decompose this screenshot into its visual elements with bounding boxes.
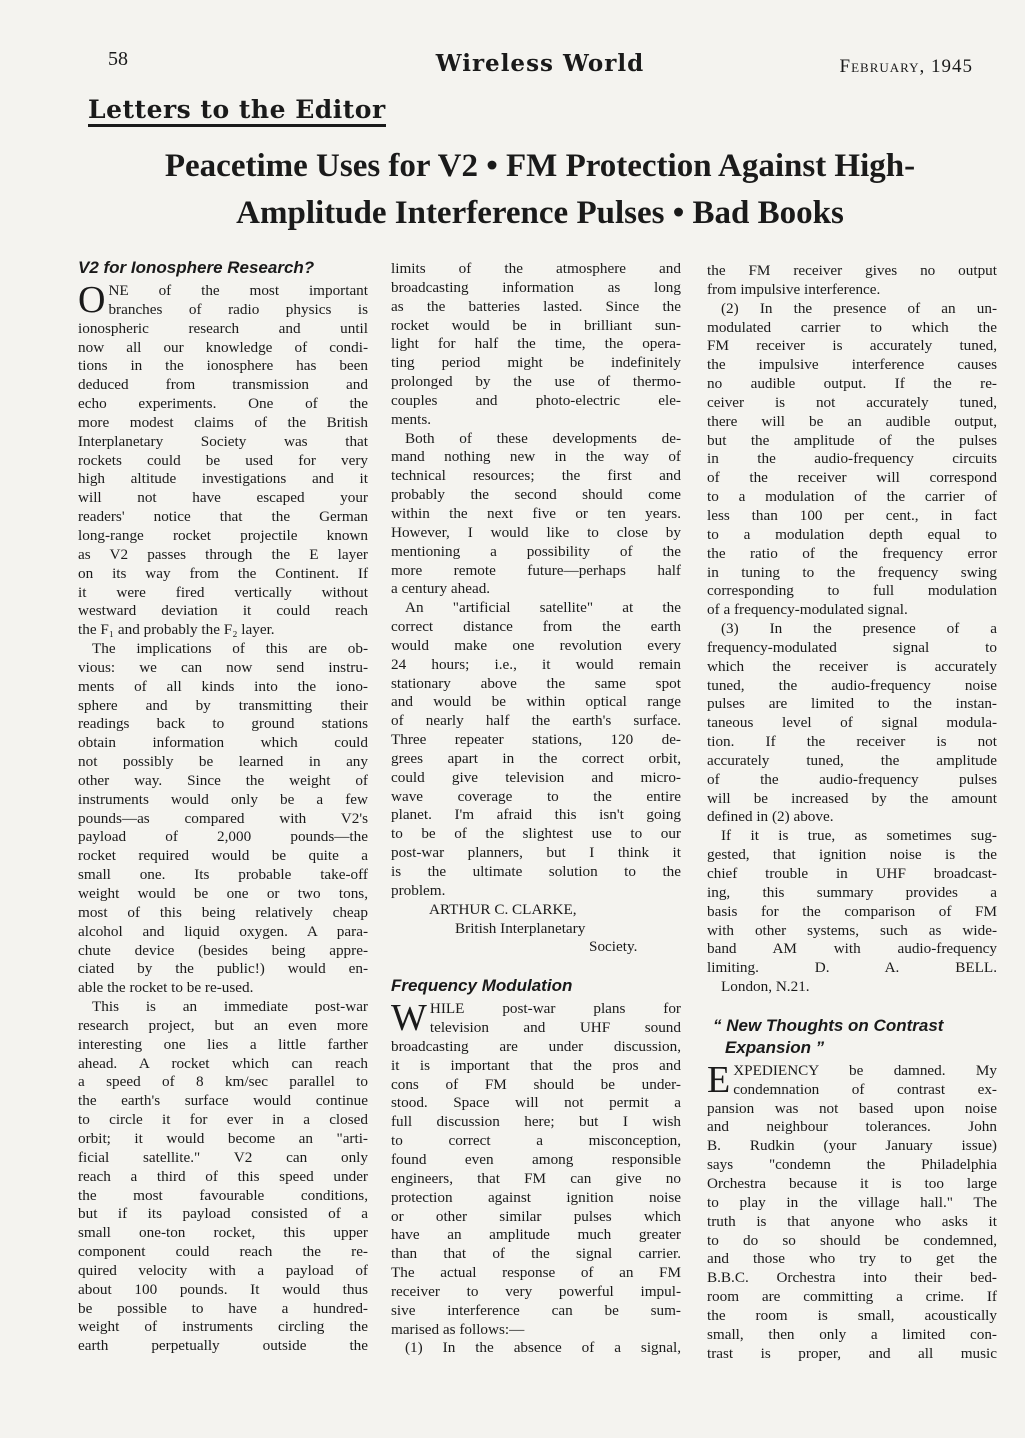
text-line: payload of 2,000 pounds—the — [78, 828, 368, 846]
paragraph — [391, 599, 681, 901]
text-line: it is important that the pros and — [391, 1056, 681, 1074]
text-line: light for half the time, the opera- — [391, 335, 681, 353]
text-line: orbit; it would become an "arti- — [78, 1129, 368, 1147]
page-number: 58 — [108, 48, 128, 70]
text-line: pansion was not based upon noise — [707, 1099, 997, 1117]
text-line: less than 100 per cent., in fact — [707, 506, 997, 524]
paragraph — [391, 997, 681, 1339]
text-line: vious: we can now send instru- — [78, 658, 368, 676]
text-line: reach a third of this speed under — [78, 1167, 368, 1185]
text-line: tions in the ionosphere has been — [78, 357, 368, 375]
text-line: (2) In the presence of an un- — [721, 299, 997, 317]
text-line: small one-ton rocket, this upper — [78, 1224, 368, 1242]
text-line: the most favourable conditions, — [78, 1186, 368, 1204]
text-line: long-range rocket projectile known — [78, 526, 368, 544]
paragraph — [707, 1058, 997, 1364]
text-line: prolonged by the use of thermo- — [391, 373, 681, 391]
text-line: ments of all kinds into the iono- — [78, 677, 368, 695]
text-line: to do so should be condemned, — [707, 1231, 997, 1249]
headline — [0, 143, 1025, 237]
text-line: research project, but an even more — [78, 1016, 368, 1034]
text-line: tion. If the receiver is not — [707, 733, 997, 751]
text-line: as the batteries lasted. Since the — [391, 297, 681, 315]
text-line: pulses are limited to the instan- — [707, 695, 997, 713]
text-line: able the rocket to be re-used. — [78, 979, 254, 997]
text-line: If it is true, as sometimes sug- — [721, 827, 997, 845]
text-line: the ratio of the frequency error — [707, 544, 997, 562]
text-line: ciated by the public!) would en- — [78, 960, 368, 978]
text-line: broadcasting are under discussion, — [391, 1037, 681, 1055]
paragraph — [707, 827, 997, 978]
text-line: limits of the atmosphere and — [391, 260, 681, 277]
text-line: An "artificial satellite" at the — [405, 599, 681, 617]
text-line: deduced from transmission and — [78, 376, 368, 394]
text-line: sive interference can be sum- — [391, 1301, 681, 1319]
text-line: rocket would be in brilliant sun- — [391, 316, 681, 334]
text-line: of the receiver will correspond — [707, 469, 997, 487]
text-line: is the ultimate solution to the — [391, 863, 681, 880]
text-line: more modest claims of the British — [78, 413, 368, 431]
text-line: rockets could be used for very — [78, 451, 368, 469]
text-line: London, N.21. — [721, 978, 810, 996]
text-line: which the receiver is accurately — [707, 657, 997, 675]
text-line: chief trouble in UHF broadcast- — [707, 865, 997, 882]
text-line: to correct a misconception, — [391, 1132, 681, 1150]
letter-heading: Frequency Modulation — [391, 976, 573, 996]
text-line: readings back to ground stations — [78, 715, 368, 733]
text-line: corresponding to full modulation — [707, 582, 997, 600]
text-line: receiver to very powerful impul- — [391, 1282, 681, 1300]
text-line: basis for the comparison of FM — [707, 902, 997, 920]
text-line: interesting one lies a little farther — [78, 1035, 368, 1053]
text-line: British Interplanetary — [455, 919, 586, 937]
text-line: (1) In the absence of a signal, — [405, 1339, 681, 1357]
text-line: says "condemn the Philadelphia — [707, 1156, 997, 1174]
text-line: small one. Its probable take-off — [78, 866, 368, 884]
text-line: the earth's surface would continue — [78, 1092, 368, 1110]
text-line: it were fired vertically without — [78, 583, 368, 601]
text-line: the FM receiver gives no output — [707, 262, 997, 279]
text-line: FM receiver is accurately tuned, — [707, 337, 997, 355]
paragraph — [78, 998, 368, 1356]
text-line: high altitude investigations and it — [78, 470, 368, 488]
text-line: instruments would only be a few — [78, 790, 368, 808]
text-line: ahead. A rocket which can reach — [78, 1054, 368, 1072]
text-line: television and UHF sound — [429, 1019, 681, 1037]
text-line: modulated carrier to which the — [707, 318, 997, 336]
text-line: be possible to have a hundred- — [78, 1299, 368, 1317]
text-line: small, then only a limited con- — [707, 1325, 997, 1343]
text-line: marised as follows:— — [391, 1320, 525, 1338]
text-line: B. Rudkin (your January issue) — [707, 1137, 997, 1155]
text-line: weight of instruments circling the — [78, 1318, 368, 1336]
text-line: of nearly half the earth's surface. — [391, 712, 681, 730]
text-line: not possibly be learned in any — [78, 753, 368, 771]
text-line: taneous level of signal modula- — [707, 714, 997, 732]
text-line: on its way from the Continent. If — [78, 564, 368, 582]
text-line: However, I would like to close by — [391, 523, 681, 541]
text-line: with other systems, such as wide- — [707, 921, 997, 939]
text-line: broadcasting information as long — [391, 278, 681, 296]
text-line: rocket required would be quite a — [78, 847, 368, 865]
text-line: would make one revolution every — [391, 636, 681, 654]
text-line: to a modulation depth equal to — [707, 525, 997, 543]
text-line: quired velocity with a payload of — [78, 1261, 368, 1279]
text-line: weight would be one or two tons, — [78, 885, 368, 902]
paragraph — [391, 260, 681, 430]
text-line: more remote future—perhaps half — [391, 561, 681, 579]
text-line: ceiver is not accurately tuned, — [707, 393, 997, 411]
paragraph — [78, 279, 368, 640]
text-line: Interplanetary Society was that — [78, 432, 368, 450]
text-line: now all our knowledge of condi- — [78, 338, 368, 356]
column-1 — [78, 257, 368, 1356]
text-line: component could reach the re- — [78, 1243, 368, 1261]
text-line: technical resources; the first and — [391, 467, 681, 485]
text-line: protection against ignition noise — [391, 1188, 681, 1206]
text-line: Orchestra because it is too large — [707, 1174, 997, 1192]
text-line: will be increased by the amount — [707, 789, 997, 807]
text-line: Three repeater stations, 120 de- — [391, 731, 681, 749]
text-line: westward deviation it could reach — [78, 602, 368, 620]
text-line: readers' notice that the German — [78, 508, 368, 526]
text-line: tuned, the audio-frequency noise — [707, 676, 997, 694]
text-line: ARTHUR C. CLARKE, — [429, 900, 577, 918]
text-line: in tuning to the frequency swing — [707, 563, 997, 581]
text-line: probably the second should come — [391, 486, 681, 504]
text-line: about 100 pounds. It would thus — [78, 1280, 368, 1298]
headline-line: Peacetime Uses for V2 • FM Protection Against High- — [164, 148, 916, 184]
text-line: there will be an audible output, — [707, 412, 997, 430]
text-line: found even among responsible — [391, 1150, 681, 1168]
text-line: a speed of 8 km/sec parallel to — [78, 1073, 368, 1091]
text-line: defined in (2) above. — [707, 808, 834, 826]
text-line: accurately tuned, the amplitude — [707, 751, 997, 769]
magazine-masthead: Wireless World — [435, 50, 645, 77]
text-line: (3) In the presence of a — [721, 620, 997, 638]
text-line: most of this being relatively cheap — [78, 903, 368, 921]
text-line: the room is small, acoustically — [707, 1306, 997, 1324]
text-line: sphere and by transmitting their — [78, 696, 368, 714]
paragraph — [391, 430, 681, 600]
text-line: frequency-modulated signal to — [707, 638, 997, 656]
text-line: echo experiments. One of the — [78, 395, 368, 413]
text-line: ficial satellite." V2 can only — [78, 1148, 368, 1166]
text-line: couples and photo-electric ele- — [391, 391, 681, 409]
text-line: no audible output. If the re- — [707, 375, 997, 393]
paragraph — [391, 1339, 681, 1358]
text-line: chute device (besides being appre- — [78, 941, 368, 959]
text-line: of the audio-frequency pulses — [707, 770, 997, 788]
drop-cap: W — [391, 997, 427, 1040]
paragraph — [707, 300, 997, 620]
signature — [391, 901, 681, 958]
text-line: engineers, that FM can give no — [391, 1169, 681, 1187]
text-line: have an amplitude much greater — [391, 1226, 681, 1244]
text-line: in the audio-frequency circuits — [707, 450, 997, 468]
text-line: and those who try to get the — [707, 1250, 997, 1268]
text-line: condemnation of contrast ex- — [733, 1080, 997, 1098]
text-line: ments. — [391, 410, 432, 428]
text-line: gested, that ignition noise is the — [707, 846, 997, 864]
text-line: room are committing a crime. If — [707, 1288, 997, 1306]
text-line: of a frequency-modulated signal. — [707, 601, 908, 619]
text-line: This is an immediate post-war — [92, 998, 368, 1016]
text-line: the impulsive interference causes — [707, 356, 997, 374]
text-line: but the amplitude of the pulses — [707, 431, 997, 449]
text-line: correct distance from the earth — [391, 618, 681, 636]
drop-cap: E — [707, 1058, 731, 1101]
text-line: branches of radio physics is — [108, 300, 368, 318]
text-line: 24 hours; i.e., it would remain — [391, 655, 681, 673]
text-line: post-war planners, but I think it — [391, 844, 681, 862]
text-line: The actual response of an FM — [391, 1264, 681, 1282]
text-line: ting period might be indefinitely — [391, 354, 681, 372]
text-line: Both of these developments de- — [405, 429, 681, 447]
text-line: trast is proper, and all music — [707, 1344, 997, 1362]
issue-date: February, 1945 — [839, 56, 973, 77]
text-line: truth is that anyone who asks it — [707, 1212, 997, 1230]
text-line: NE of the most important — [108, 282, 368, 299]
text-line: grees apart in the correct orbit, — [391, 749, 681, 767]
text-line: within the next five or ten years. — [391, 504, 681, 522]
text-line: to a modulation of the carrier of — [707, 488, 997, 506]
signature — [707, 978, 997, 997]
text-line: could give television and micro- — [391, 768, 681, 786]
text-line: The implications of this are ob- — [92, 640, 368, 658]
text-line: full discussion here; but I wish — [391, 1113, 681, 1131]
text-line: Society. — [589, 938, 638, 956]
text-line: mentioning a possibility of the — [391, 542, 681, 560]
text-line: mand nothing new in the way of — [391, 448, 681, 466]
text-line: a century ahead. — [391, 580, 491, 598]
text-line: cons of FM should be under- — [391, 1075, 681, 1093]
text-line: than that of the signal carrier. — [391, 1245, 681, 1263]
text-line: problem. — [391, 881, 446, 899]
text-line: or other similar pulses which — [391, 1207, 681, 1225]
section-title: Letters to the Editor — [88, 96, 386, 127]
text-line: obtain information which could — [78, 734, 368, 752]
text-line: stood. Space will not permit a — [391, 1094, 681, 1112]
text-line: and neighbour tolerances. John — [707, 1118, 997, 1136]
text-line: XPEDIENCY be damned. My — [733, 1061, 997, 1079]
paragraph — [78, 640, 368, 998]
letter-heading: V2 for Ionosphere Research? — [78, 258, 315, 277]
headline-line: Amplitude Interference Pulses • Bad Books — [236, 195, 844, 231]
text-line: to be of the slightest use to our — [391, 825, 681, 843]
paragraph — [707, 262, 997, 300]
column-2 — [391, 260, 681, 1358]
text-line: band AM with audio-frequency — [707, 940, 997, 958]
text-line: and would be within optical range — [391, 693, 681, 711]
text-line: limiting. D. A. BELL. — [707, 959, 997, 977]
text-line: will not have escaped your — [78, 489, 368, 507]
text-line: the F₁ and probably the F₂ layer. — [78, 621, 275, 639]
paragraph — [707, 620, 997, 827]
drop-cap: O — [78, 279, 106, 321]
text-line: other way. Since the weight of — [78, 771, 368, 789]
text-line: HILE post-war plans for — [429, 1000, 681, 1018]
text-line: from impulsive interference. — [707, 280, 881, 298]
text-line: stationary above the same spot — [391, 674, 681, 692]
text-line: ionospheric research and until — [78, 319, 368, 337]
text-line: wave coverage to the entire — [391, 787, 681, 805]
text-line: earth perpetually outside the — [78, 1337, 368, 1355]
text-line: pounds—as compared with V2's — [78, 809, 368, 827]
text-line: B.B.C. Orchestra into their bed- — [707, 1269, 997, 1287]
text-line: ing, this summary provides a — [707, 883, 997, 901]
letter-heading: “ New Thoughts on Contrast Expansion ” — [713, 1015, 944, 1057]
text-line: to play in the village hall." The — [707, 1193, 997, 1211]
text-line: as V2 passes through the E layer — [78, 545, 368, 563]
text-line: alcohol and liquid oxygen. A para- — [78, 922, 368, 940]
text-line: to circle it for ever in a closed — [78, 1111, 368, 1129]
text-line: but if its payload consisted of a — [78, 1205, 368, 1223]
column-3 — [707, 262, 997, 1363]
text-line: planet. I'm afraid this isn't going — [391, 806, 681, 824]
